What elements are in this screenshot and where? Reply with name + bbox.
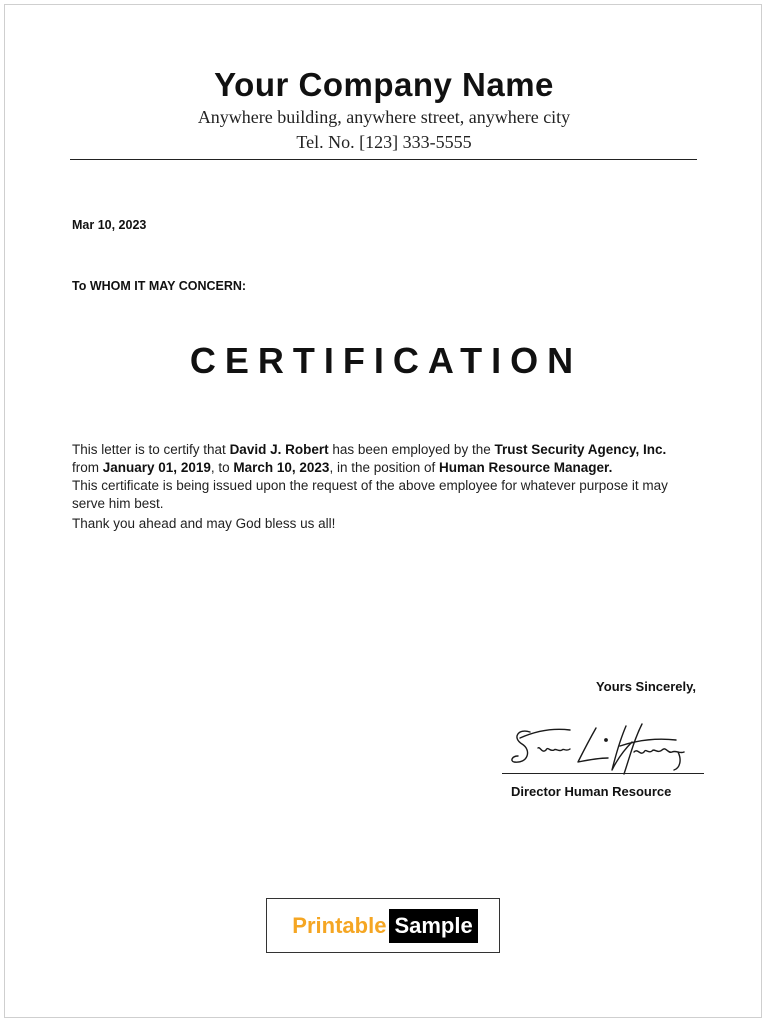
- body-paragraph-3: Thank you ahead and may God bless us all!: [72, 516, 336, 531]
- logo-sample-text: Sample: [389, 909, 477, 943]
- body-text: , in the position of: [329, 460, 440, 475]
- company-name: Your Company Name: [214, 66, 554, 103]
- employer-name: Trust Security Agency, Inc.: [494, 442, 667, 457]
- signer-title: Director Human Resource: [511, 784, 672, 799]
- start-date: January 01, 2019: [102, 460, 211, 475]
- body-text: has been employed by the: [328, 442, 495, 457]
- employee-name: David J. Robert: [229, 442, 329, 457]
- company-phone: Tel. No. [123] 333-5555: [296, 132, 472, 152]
- logo-printable-text: Printable: [292, 912, 387, 938]
- header-divider: [70, 159, 697, 160]
- body-text: This letter is to certify that: [72, 442, 230, 457]
- letter-date: Mar 10, 2023: [72, 218, 147, 232]
- printable-sample-logo: [266, 898, 500, 953]
- letter-body: [72, 441, 692, 533]
- body-paragraph-1: [72, 441, 692, 477]
- job-position: Human Resource Manager.: [439, 460, 613, 475]
- signature-line: [502, 773, 704, 774]
- body-text: , to: [210, 460, 234, 475]
- end-date: March 10, 2023: [233, 460, 330, 475]
- closing: Yours Sincerely,: [596, 679, 696, 694]
- body-paragraph-2: This certificate is being issued upon the request of the above employee for whatever purpose it may serve him best.: [72, 478, 668, 511]
- certificate-title: CERTIFICATION: [189, 340, 583, 381]
- company-address: Anywhere building, anywhere street, anywhere city: [197, 107, 571, 127]
- salutation: To WHOM IT MAY CONCERN:: [72, 279, 247, 293]
- signature-image: [508, 718, 698, 776]
- body-text: from: [72, 460, 103, 475]
